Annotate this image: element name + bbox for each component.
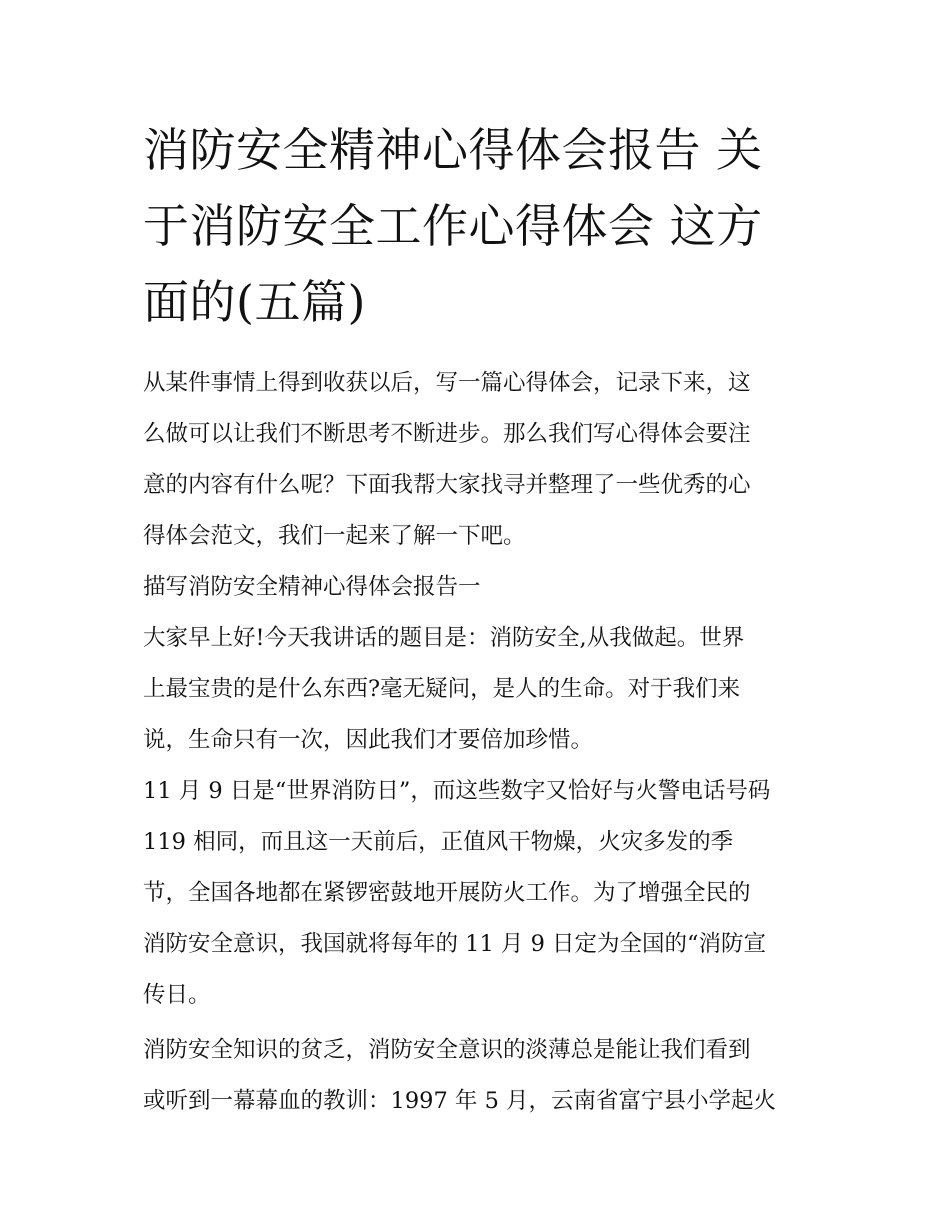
text-line: 传日。 (143, 982, 211, 1008)
text-line: 119 相同，而且这一天前后，正值风干物燥，火灾多发的季 (143, 829, 734, 855)
document-title (143, 112, 823, 340)
text-line: 消防安全知识的贫乏，消防安全意识的淡薄总是能让我们看到 (143, 1037, 751, 1063)
text-line: 么做可以让我们不断思考不断进步。那么我们写心得体会要注 (143, 421, 751, 447)
text-line: 意的内容有什么呢？下面我帮大家找寻并整理了一些优秀的心 (143, 472, 751, 498)
text-line: 大家早上好!今天我讲话的题目是：消防安全,从我做起。世界 (143, 625, 745, 651)
document-body (143, 358, 823, 1127)
title-line: 面的(五篇) (143, 275, 366, 329)
paragraph-3 (143, 1025, 823, 1127)
text-line: 11 月 9 日是“世界消防日”，而这些数字又恰好与火警电话号码 (143, 778, 771, 804)
paragraph-1 (143, 613, 823, 766)
text-line: 消防安全意识，我国就将每年的 11 月 9 日定为全国的“消防宣 (143, 931, 767, 957)
text-line: 或听到一幕幕血的教训：1997 年 5 月，云南省富宁县小学起火 (143, 1088, 777, 1114)
paragraph-2 (143, 766, 823, 1021)
text-line: 从某件事情上得到收获以后，写一篇心得体会，记录下来，这 (143, 370, 751, 396)
text-line: 说，生命只有一次，因此我们才要倍加珍惜。 (143, 727, 594, 753)
text-line: 得体会范文，我们一起来了解一下吧。 (143, 523, 526, 549)
text-line: 上最宝贵的是什么东西?毫无疑问，是人的生命。对于我们来 (143, 676, 741, 702)
section-heading: 描写消防安全精神心得体会报告一 (143, 574, 481, 600)
title-line: 消防安全精神心得体会报告 关 (143, 123, 763, 177)
text-line: 节，全国各地都在紧锣密鼓地开展防火工作。为了增强全民的 (143, 880, 751, 906)
intro-paragraph (143, 358, 823, 562)
title-line: 于消防安全工作心得体会 这方 (143, 199, 763, 253)
